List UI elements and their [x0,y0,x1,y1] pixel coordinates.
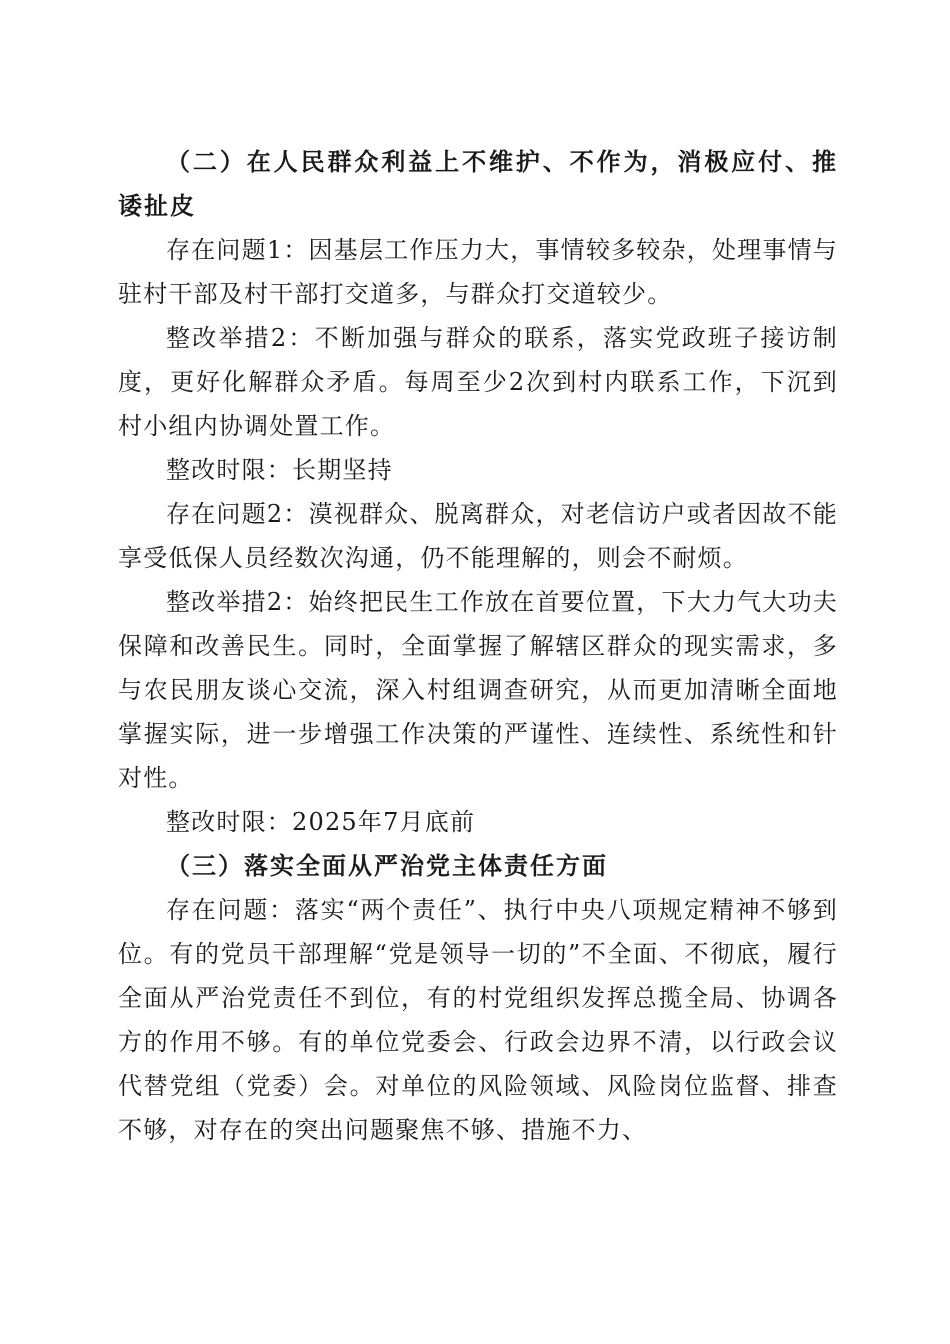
problem-1-paragraph: 存在问题1：因基层工作压力大，事情较多较杂，处理事情与驻村干部及村干部打交道多，与群众打交道较少。 [118,236,838,308]
measure-2-paragraph: 整改举措2：始终把民生工作放在首要位置，下大力气大功夫保障和改善民生。同时，全面掌握了解辖区群众的现实需求，多与农民朋友谈心交流，深入村组调查研究，从而更加清晰全面地掌握实际，进一步增强工作决策的严谨性、连续性、系统性和针对性。 [118,588,838,792]
section-heading-3: （三）落实全面从严治党主体责任方面 [166,851,608,880]
document-body [118,140,838,1152]
deadline-1-paragraph: 整改时限：长期坚持 [166,456,393,484]
measure-1-paragraph: 整改举措2：不断加强与群众的联系，落实党政班子接访制度，更好化解群众矛盾。每周至少2次到村内联系工作，下沉到村小组内协调处置工作。 [118,324,838,440]
problem-2-paragraph: 存在问题2：漠视群众、脱离群众，对老信访户或者因故不能享受低保人员经数次沟通，仍不能理解的，则会不耐烦。 [118,500,838,572]
deadline-2-paragraph: 整改时限：2025年7月底前 [166,808,476,836]
section-heading-2: （二）在人民群众利益上不维护、不作为，消极应付、推诿扯皮 [118,147,838,220]
problem-3-paragraph: 存在问题：落实“两个责任”、执行中央八项规定精神不够到位。有的党员干部理解“党是领导一切的”不全面、不彻底，履行全面从严治党责任不到位，有的村党组织发挥总揽全局、协调各方的作用不够。有的单位党委会、行政会边界不清，以行政会议代替党组（党委）会。对单位的风险领域、风险岗位监督、排查不够，对存在的突出问题聚焦不够、措施不力、 [118,896,838,1144]
